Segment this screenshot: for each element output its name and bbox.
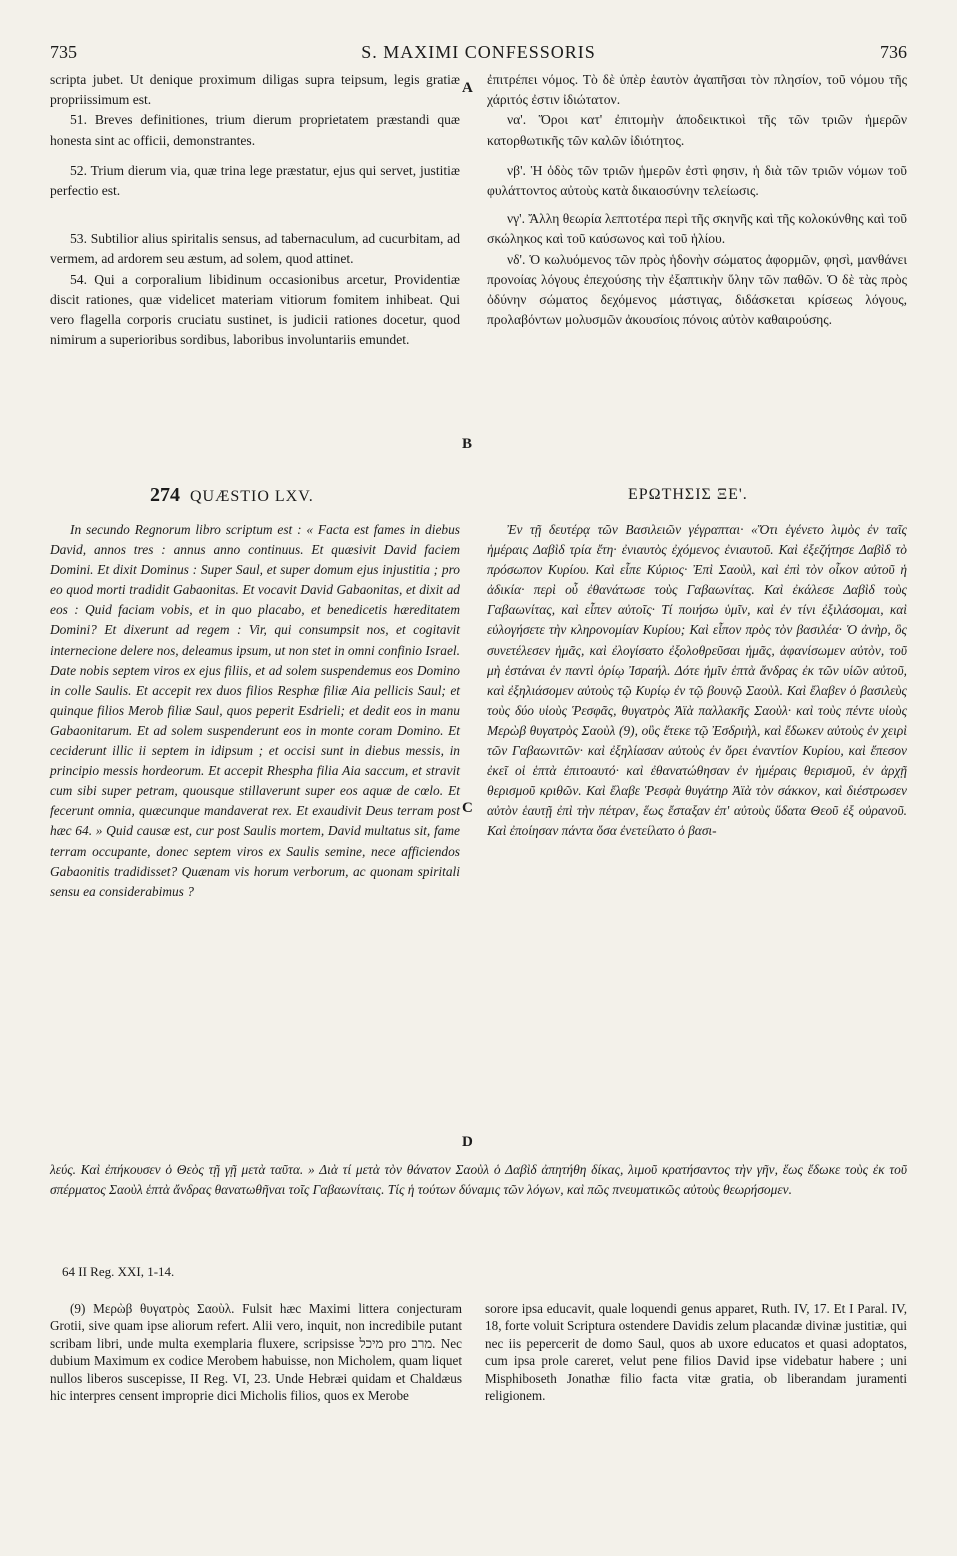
latin-question-paragraph: In secundo Regnorum libro scriptum est : « Facta est fames in diebus David, annos tres : annus anno continuus. Et quæsivit David faciem Domini. Et dixit Dominus : Super Saul, et super domum ejus injustitia ; pro eo quod morti tradidit Gabaonitas. Et vocavit David Gabaonitas, et dixit ad eos : Quid faciam vobis, et in quo placabo, et benedicetis hæreditatem Domini? Et dixerunt ad regem : Vir, qui consumpsit nos, et cogitavit internecione delere nos, deleamus ipsum, ut non stet in omni confinio Israel. Date nobis septem viros ex ejus filiis, et ad solem suspendemus eos Domino in colle Saulis. Et accepit rex duos filios Resphæ filiæ Aia pellicis Saul; et quinque filios Merob filiæ Saul, quos peperit Esdrieli; et dedit eos in manu Gabaonitarum. Et ad solem suspenderunt eos in monte coram Domino. Et ceciderunt illic ii septem in idipsum ; et occisi sunt in diebus messis, in principio messis hordeorum. Et accepit Rhespha filia Aia saccum, et stravit cum sibi super petram, quousque stillaverunt super eos aquæ de cœlo. Et fecerunt omnia, quæcunque mandaverat rex. Et exaudivit Deus terram post hæc 64. » Quid causæ est, cur post Saulis mortem, David multatus sit, fame terram occupante, donec septem viros ex Saulis semine, nece afficiendos Gabaonitis tradidisset? Quænam vis horum verborum, ac quonam spiritali sensu ea considerabimus ? [50, 522, 460, 899]
scripture-reference-footnote: 64 II Reg. XXI, 1-14. [62, 1264, 175, 1279]
latin-question-text [50, 520, 460, 902]
greek-paragraph: νβ'. Ἡ ὁδὸς τῶν τριῶν ἡμερῶν ἐστὶ φησιν, ἡ διὰ τῶν τριῶν νόμων τοῦ φυλάττοντος αὐτοὺς κατὰ δικαιοσύνην τελείωσις. [487, 162, 907, 199]
greek-question-continuation [50, 1160, 907, 1200]
greek-continuation-paragraph: λεύς. Καὶ ἐπήκουσεν ὁ Θεὸς τῇ γῇ μετὰ ταῦτα. » Διὰ τί μετὰ τὸν θάνατον Σαοὺλ ὁ Δαβὶδ ἀπητήθη δίκας, λιμοῦ κρατήσαντος τὴν γῆν, ἕως ἔδωκε τοὺς ἐκ τοῦ σπέρματος Σαοὺλ ἑπτὰ ἄνδρας θανατωθῆναι τοῖς Γαβαωνίταις. Τίς ἡ τούτων δύναμις τῶν λόγων, καὶ πῶς πνευματικῶς αὐτοὺς θεωρήσομεν. [50, 1162, 907, 1198]
greek-paragraph: να'. Ὅροι κατ' ἐπιτομὴν ἀποδεικτικοὶ τῆς τῶν τριῶν ἡμερῶν κατορθωτικῆς τῶν καλῶν ἰδιότητος. [487, 112, 907, 148]
greek-paragraph: νδ'. Ὁ κωλυόμενος τῶν πρὸς ἡδονὴν σώματος ἀφορμῶν, φησὶ, μανθάνει προνοίας λόγους ἐπεχούσης τὴν ἐξαπτικὴν ὕλην τῶν παθῶν. Ὁ δὲ τὰς πρὸς ὀδύνην σώματος δεχόμενος μάστιγας, διδάσκεται κρίσεως λόγους, προλαβόντων μολυσμῶν ἀκουσίοις πόνοις αὐτὸν καθαιρούσης. [487, 251, 907, 328]
question-title-greek: ΕΡΩΤΗΣΙΣ ΞΕ'. [628, 486, 748, 503]
footnote-paragraph: sorore ipsa educavit, quale loquendi genus apparet, Ruth. IV, 17. Et I Paral. IV, 18, forte voluit Scriptura ostendere Davidis zelum placandæ divinæ justitiæ, qui nec iis pepercerit de domo Saul, quos ab uxore educatos et quasi adoptatos, cum ipsa prole careret, velut pene filios David ipse videbatur habere ; uni Misphiboseth Jonathæ filio facta vitæ gratia, ob liberandam juramenti religionem. [485, 1301, 907, 1404]
question-title-latin: QUÆSTIO LXV. [190, 488, 314, 505]
footnote-left [50, 1300, 462, 1404]
latin-paragraph: 53. Subtilior alius spiritalis sensus, ad tabernaculum, ad cucurbitam, ad vermem, ad ardorem seu æstum, ad solem, quod attinet. [50, 231, 460, 267]
latin-paragraph: scripta jubet. Ut denique proximum diligas supra teipsum, legis gratiæ propriissimum est. [50, 72, 460, 108]
margin-mark-a: A [462, 80, 473, 96]
running-title: S. MAXIMI CONFESSORIS [361, 42, 596, 62]
page-number-right: 736 [880, 42, 907, 62]
latin-paragraph: 54. Qui a corporalium libidinum occasionibus arcetur, Providentiæ discit rationes, quæ videlicet materiam vitiorum fomitem inhibeat. Qui vero flagella corporis cruciatu sustinet, is judicii rationes docetur, quod nimirum a superioribus sordibus, laboribus involuntariis emundet. [50, 271, 460, 348]
margin-mark-c: C [462, 800, 473, 816]
greek-paragraph: νγ'. Ἄλλη θεωρία λεπτοτέρα περὶ τῆς σκηνῆς καὶ τῆς κολοκύνθης καὶ τοῦ σκώληκος καὶ τοῦ καύσωνος καὶ τοῦ ἡλίου. [487, 211, 907, 247]
latin-paragraph: 52. Trium dierum via, quæ trina lege præstatur, ejus qui servet, justitiæ perfectio est. [50, 162, 460, 199]
greek-paragraph: ἐπιτρέπει νόμος. Τὸ δὲ ὑπὲρ ἑαυτὸν ἀγαπῆσαι τὸν πλησίον, τοῦ νόμου τῆς χάριτός ἐστιν ἰδιώτατον. [487, 72, 907, 108]
page-number-left: 735 [50, 42, 77, 62]
running-header [0, 42, 957, 70]
question-number: 274 [150, 484, 180, 506]
greek-column-top [487, 70, 907, 330]
margin-mark-b: B [462, 436, 473, 452]
footnote-right [485, 1300, 907, 1404]
margin-mark-d: D [462, 1134, 473, 1150]
question-heading-latin [150, 484, 314, 507]
footnote-paragraph: (9) Μερὼβ θυγατρὸς Σαοὺλ. Fulsit hæc Maximi littera conjecturam Grotii, sive quam ipse aliorum refert. Alii vero, inquit, non incredibile putant scribam libri, unde multa exemplaria fluxere, scripsisse מיכל pro מרב. Nec dubium Maximum ex codice Merobem habuisse, non Micholem, quam liquet nullos liberos suscepisse, II Reg. VI, 23. Unde Hebræi quidam et Chaldæus hic interpres censent improprie dici Micholis filios, quos ex Merobe [50, 1301, 462, 1404]
greek-question-paragraph: Ἐν τῇ δευτέρᾳ τῶν Βασιλειῶν γέγραπται· «Ὅτι ἐγένετο λιμὸς ἐν ταῖς ἡμέραις Δαβὶδ τρία ἔτη· ἐνιαυτὸς ἐχόμενος ἐνιαυτοῦ. Καὶ ἐξεζήτησε Δαβὶδ τὸ πρόσωπον Κυρίου. Καὶ εἶπε Κύριος· Ἐπὶ Σαοὺλ, καὶ ἐπὶ τὸν οἶκον αὐτοῦ ἡ ἀδικία· περὶ οὗ ἐθανάτωσε τοὺς Γαβαωνίτας. Καὶ ἐκάλεσε Δαβὶδ τοὺς Γαβαωνίτας, καὶ εἶπεν αὐτοῖς· Τί ποιήσω ὑμῖν, καὶ ἐν τίνι ἐξιλάσομαι, καὶ εὐλογήσετε τὴν κληρονομίαν Κυρίου; Καὶ εἶπον πρὸς τὸν βασιλέα· Ὁ ἀνὴρ, ὃς συνετέλεσεν ἡμᾶς, καὶ ἐλογίσατο ἐξολοθρεῦσαι ἡμᾶς, ἀφανίσωμεν αὐτὸν, τοῦ μὴ ἑστάναι ἐν παντὶ ὁρίῳ Ἰσραήλ. Δότε ἡμῖν ἑπτὰ ἄνδρας ἐκ τῶν υἱῶν αὐτοῦ, καὶ ἐξηλιάσομεν αὐτοὺς τῷ Κυρίῳ ἐν τῷ βουνῷ Σαοὺλ. Καὶ ἔλαβεν ὁ βασιλεὺς τοὺς δύο υἱοὺς Ῥεσφᾶς, θυγατρὸς Ἀϊὰ παλλακῆς Σαοὺλ· καὶ τοὺς πέντε υἱοὺς Μερὼβ θυγατρὸς Σαοὺλ (9), οὓς ἔτεκε τῷ Ἐσδριὴλ, καὶ ἔδωκεν αὐτοὺς ἐν χειρὶ τῶν Γαβαωνιτῶν· καὶ ἐξηλίασαν αὐτοὺς ἐν ὄρει ἐναντίον Κυρίου, καὶ ἔπεσον ἐκεῖ οἱ ἑπτὰ ἐπιτοαυτό· καὶ ἐθανατώθησαν ἐν ἡμέραις θερισμοῦ, ἐν ἀρχῇ θερισμοῦ κριθῶν. Καὶ ἔλαβε Ῥεσφὰ θυγάτηρ Ἀϊὰ τὸν σάκκον, καὶ διέστρωσεν αὐτὸν ἑαυτῇ ἐπὶ τὴν πέτραν, ἕως ἔσταξαν ἐπ' αὐτοὺς ὕδατα Θεοῦ ἐξ οὐρανοῦ. Καὶ ἐποίησαν πάντα ὅσα ἐνετείλατο ὁ βασι- [487, 522, 907, 839]
latin-column-top [50, 70, 460, 350]
greek-question-text [487, 520, 907, 842]
latin-paragraph: 51. Breves definitiones, trium dierum proprietatem præstandi quæ honesta sint ac officii, demonstrantes. [50, 112, 460, 148]
